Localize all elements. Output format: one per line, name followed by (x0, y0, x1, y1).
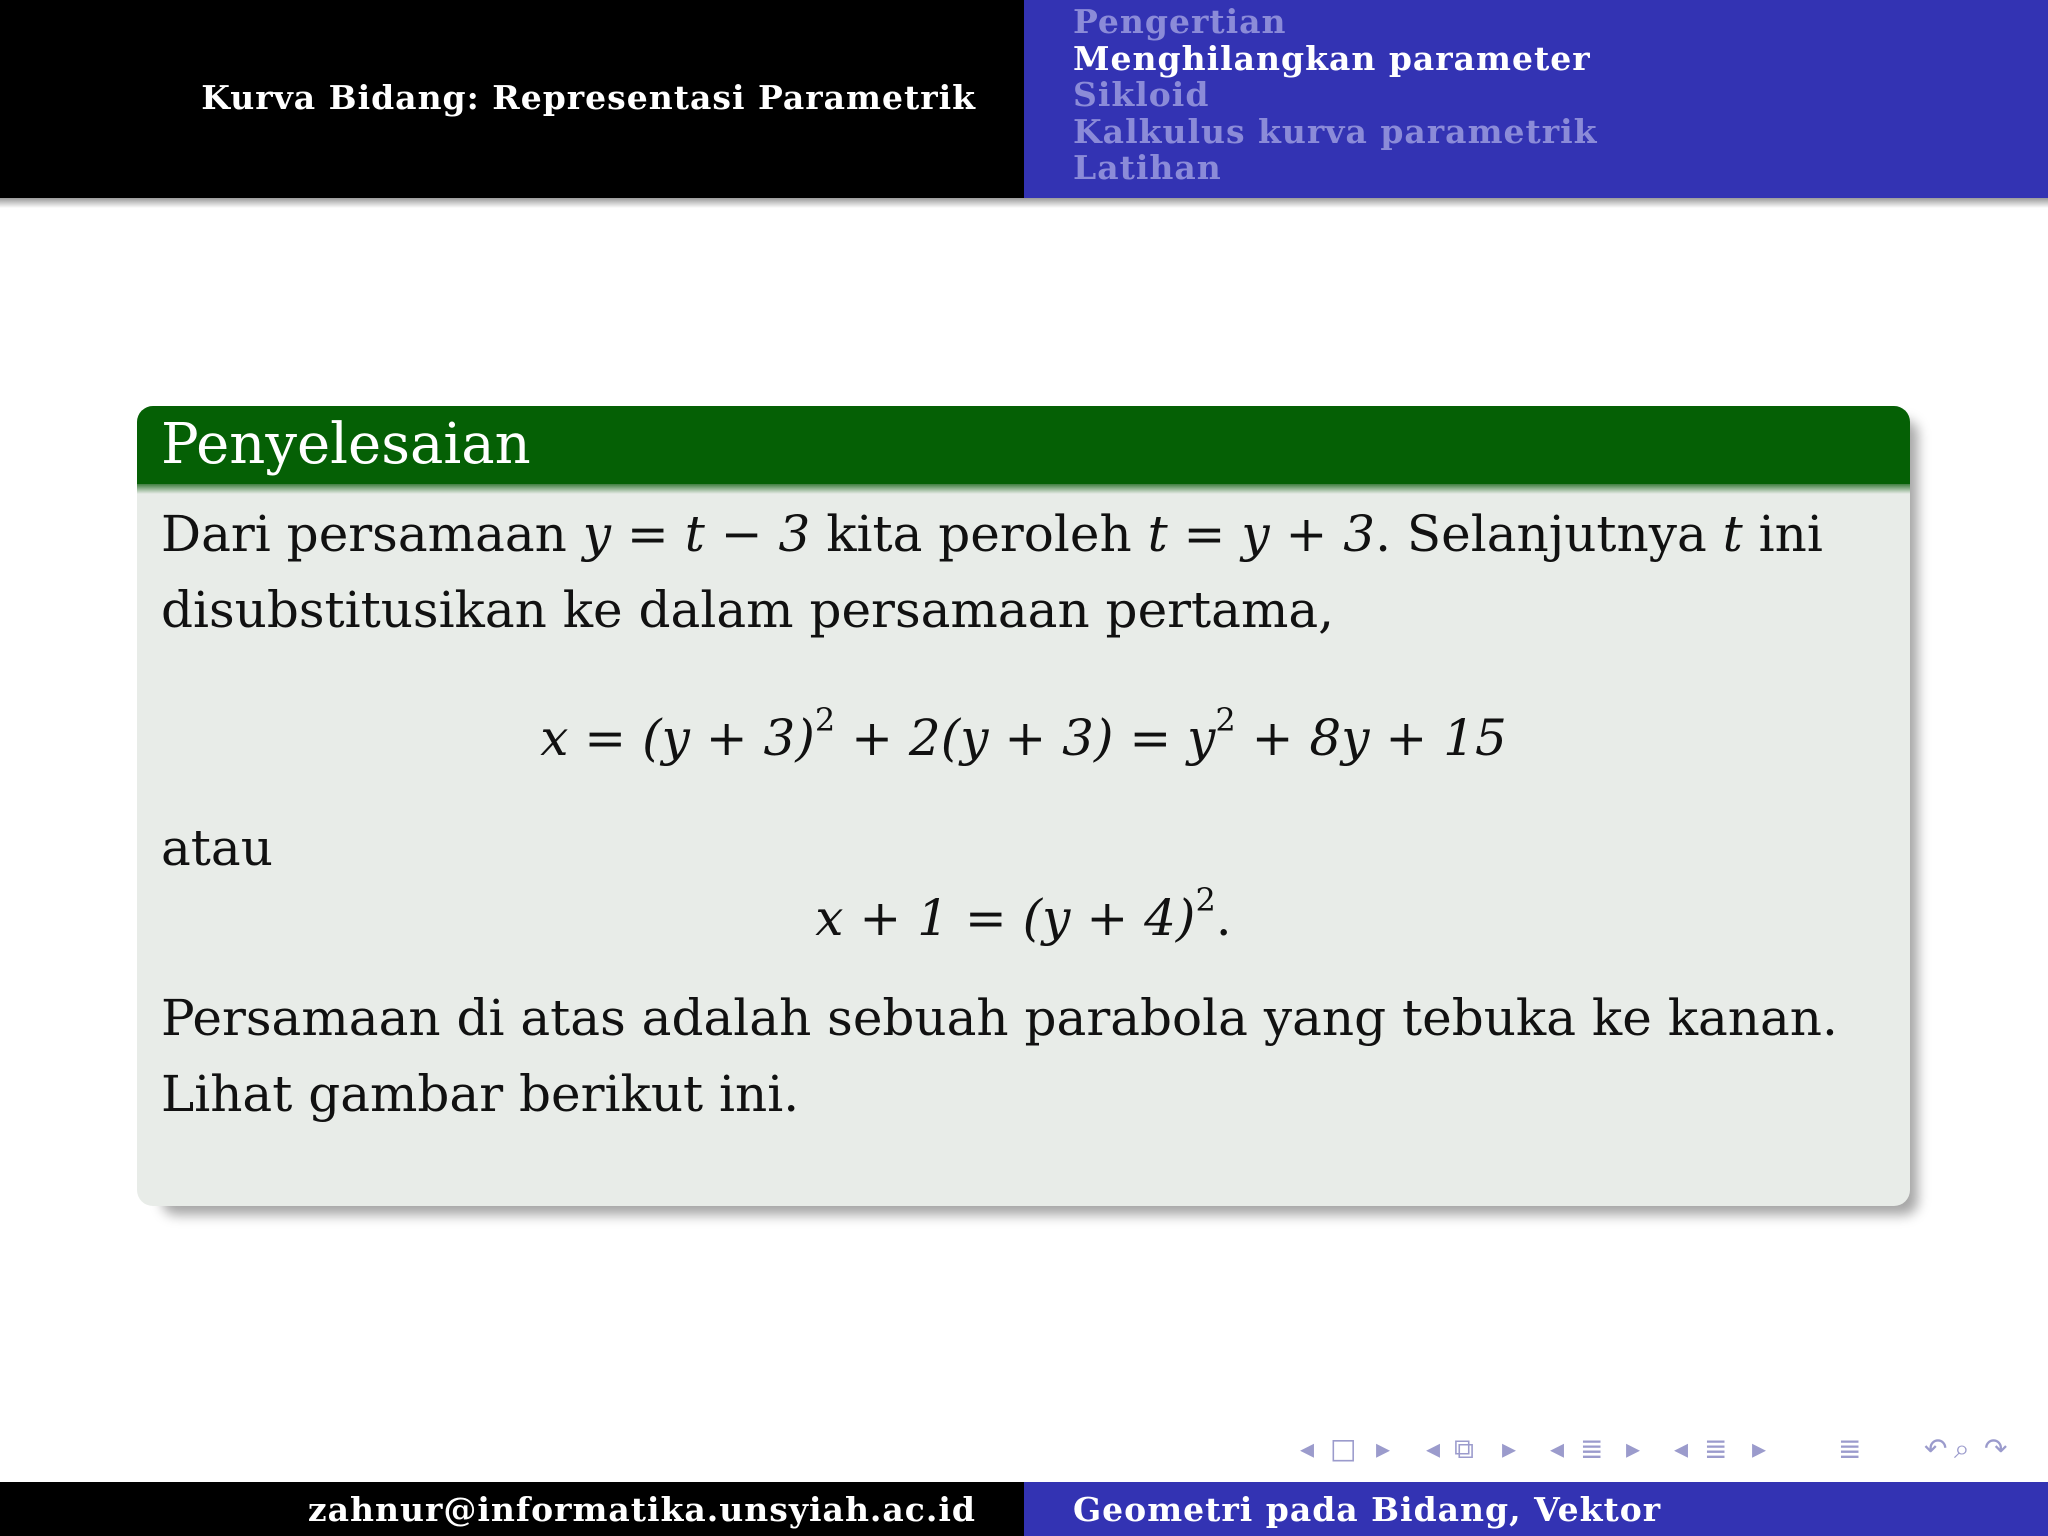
section-prev-icon[interactable]: ◂ (1550, 1432, 1565, 1465)
beamer-navigation-symbols (1300, 1432, 2040, 1466)
header-shadow (0, 198, 2048, 208)
math-period: . (1215, 889, 1232, 947)
part-icon[interactable]: ≣ (1704, 1432, 1728, 1465)
text: . Selanjutnya (1375, 505, 1723, 563)
search-icon[interactable]: ⌕ (1954, 1432, 1970, 1465)
frame-next-icon[interactable]: ▸ (1376, 1432, 1391, 1465)
forward-icon[interactable]: ↷ (1984, 1432, 2008, 1465)
paragraph-conclusion: Persamaan di atas adalah sebuah parabola yang tebuka ke kanan. Lihat gambar berikut ini. (161, 989, 1838, 1123)
paragraph-atau: atau (161, 819, 273, 877)
nav-item-latihan[interactable]: Latihan (1073, 148, 1222, 187)
nav-item-menghilangkan-parameter[interactable]: Menghilangkan parameter (1073, 38, 1591, 78)
exponent: 2 (1215, 701, 1236, 739)
math-part: + 8y + 15 (1235, 709, 1507, 767)
math-inline: t (1722, 505, 1743, 563)
block-body (137, 484, 1910, 1132)
math-part: + 2(y + 3) = y (835, 709, 1216, 767)
equation-parabola (161, 880, 1886, 956)
subsection-prev-icon[interactable]: ◂ (1426, 1432, 1441, 1465)
nav-item-sikloid[interactable]: Sikloid (1073, 75, 1210, 114)
header (0, 0, 2048, 198)
part-prev-icon[interactable]: ◂ (1674, 1432, 1689, 1465)
exponent: 2 (1195, 881, 1216, 919)
block-title: Penyelesaian (137, 406, 1910, 484)
header-right-panel (1024, 0, 2048, 198)
section-navigation (1073, 4, 1598, 187)
text: Dari persamaan (161, 505, 583, 563)
math-part: x = (y + 3) (540, 709, 815, 767)
nav-item-pengertian[interactable]: Pengertian (1073, 2, 1287, 41)
section-next-icon[interactable]: ▸ (1626, 1432, 1641, 1465)
back-icon[interactable]: ↶ (1924, 1432, 1948, 1465)
math-part: x + 1 = (y + 4) (815, 889, 1196, 947)
author-email: zahnur@informatika.unsyiah.ac.id (307, 1490, 976, 1529)
frame-icon[interactable]: □ (1330, 1432, 1357, 1465)
frame-prev-icon[interactable]: ◂ (1300, 1432, 1315, 1465)
header-left-panel (0, 0, 1024, 198)
footer (0, 1482, 2048, 1536)
course-title: Geometri pada Bidang, Vektor (1073, 1490, 1662, 1529)
footer-left-panel (0, 1482, 1024, 1536)
text: ini disubstitusikan ke dalam persamaan pertama, (161, 505, 1823, 639)
equation-expansion (161, 700, 1886, 776)
subsection-icon[interactable]: ⧉ (1454, 1432, 1474, 1465)
presentation-title: Kurva Bidang: Representasi Parametrik (201, 78, 976, 117)
exponent: 2 (814, 701, 836, 739)
nav-item-kalkulus-kurva-parametrik[interactable]: Kalkulus kurva parametrik (1073, 111, 1598, 151)
footer-right-panel (1024, 1482, 2048, 1536)
math-inline: t = y + 3 (1147, 505, 1376, 563)
text: kita peroleh (810, 505, 1148, 563)
part-next-icon[interactable]: ▸ (1752, 1432, 1767, 1465)
subsection-next-icon[interactable]: ▸ (1502, 1432, 1517, 1465)
math-inline: y = t − 3 (582, 505, 811, 563)
toc-icon[interactable]: ≣ (1838, 1432, 1862, 1465)
paragraph-intro (161, 484, 1886, 648)
solution-block (137, 406, 1910, 1206)
section-icon[interactable]: ≣ (1580, 1432, 1604, 1465)
